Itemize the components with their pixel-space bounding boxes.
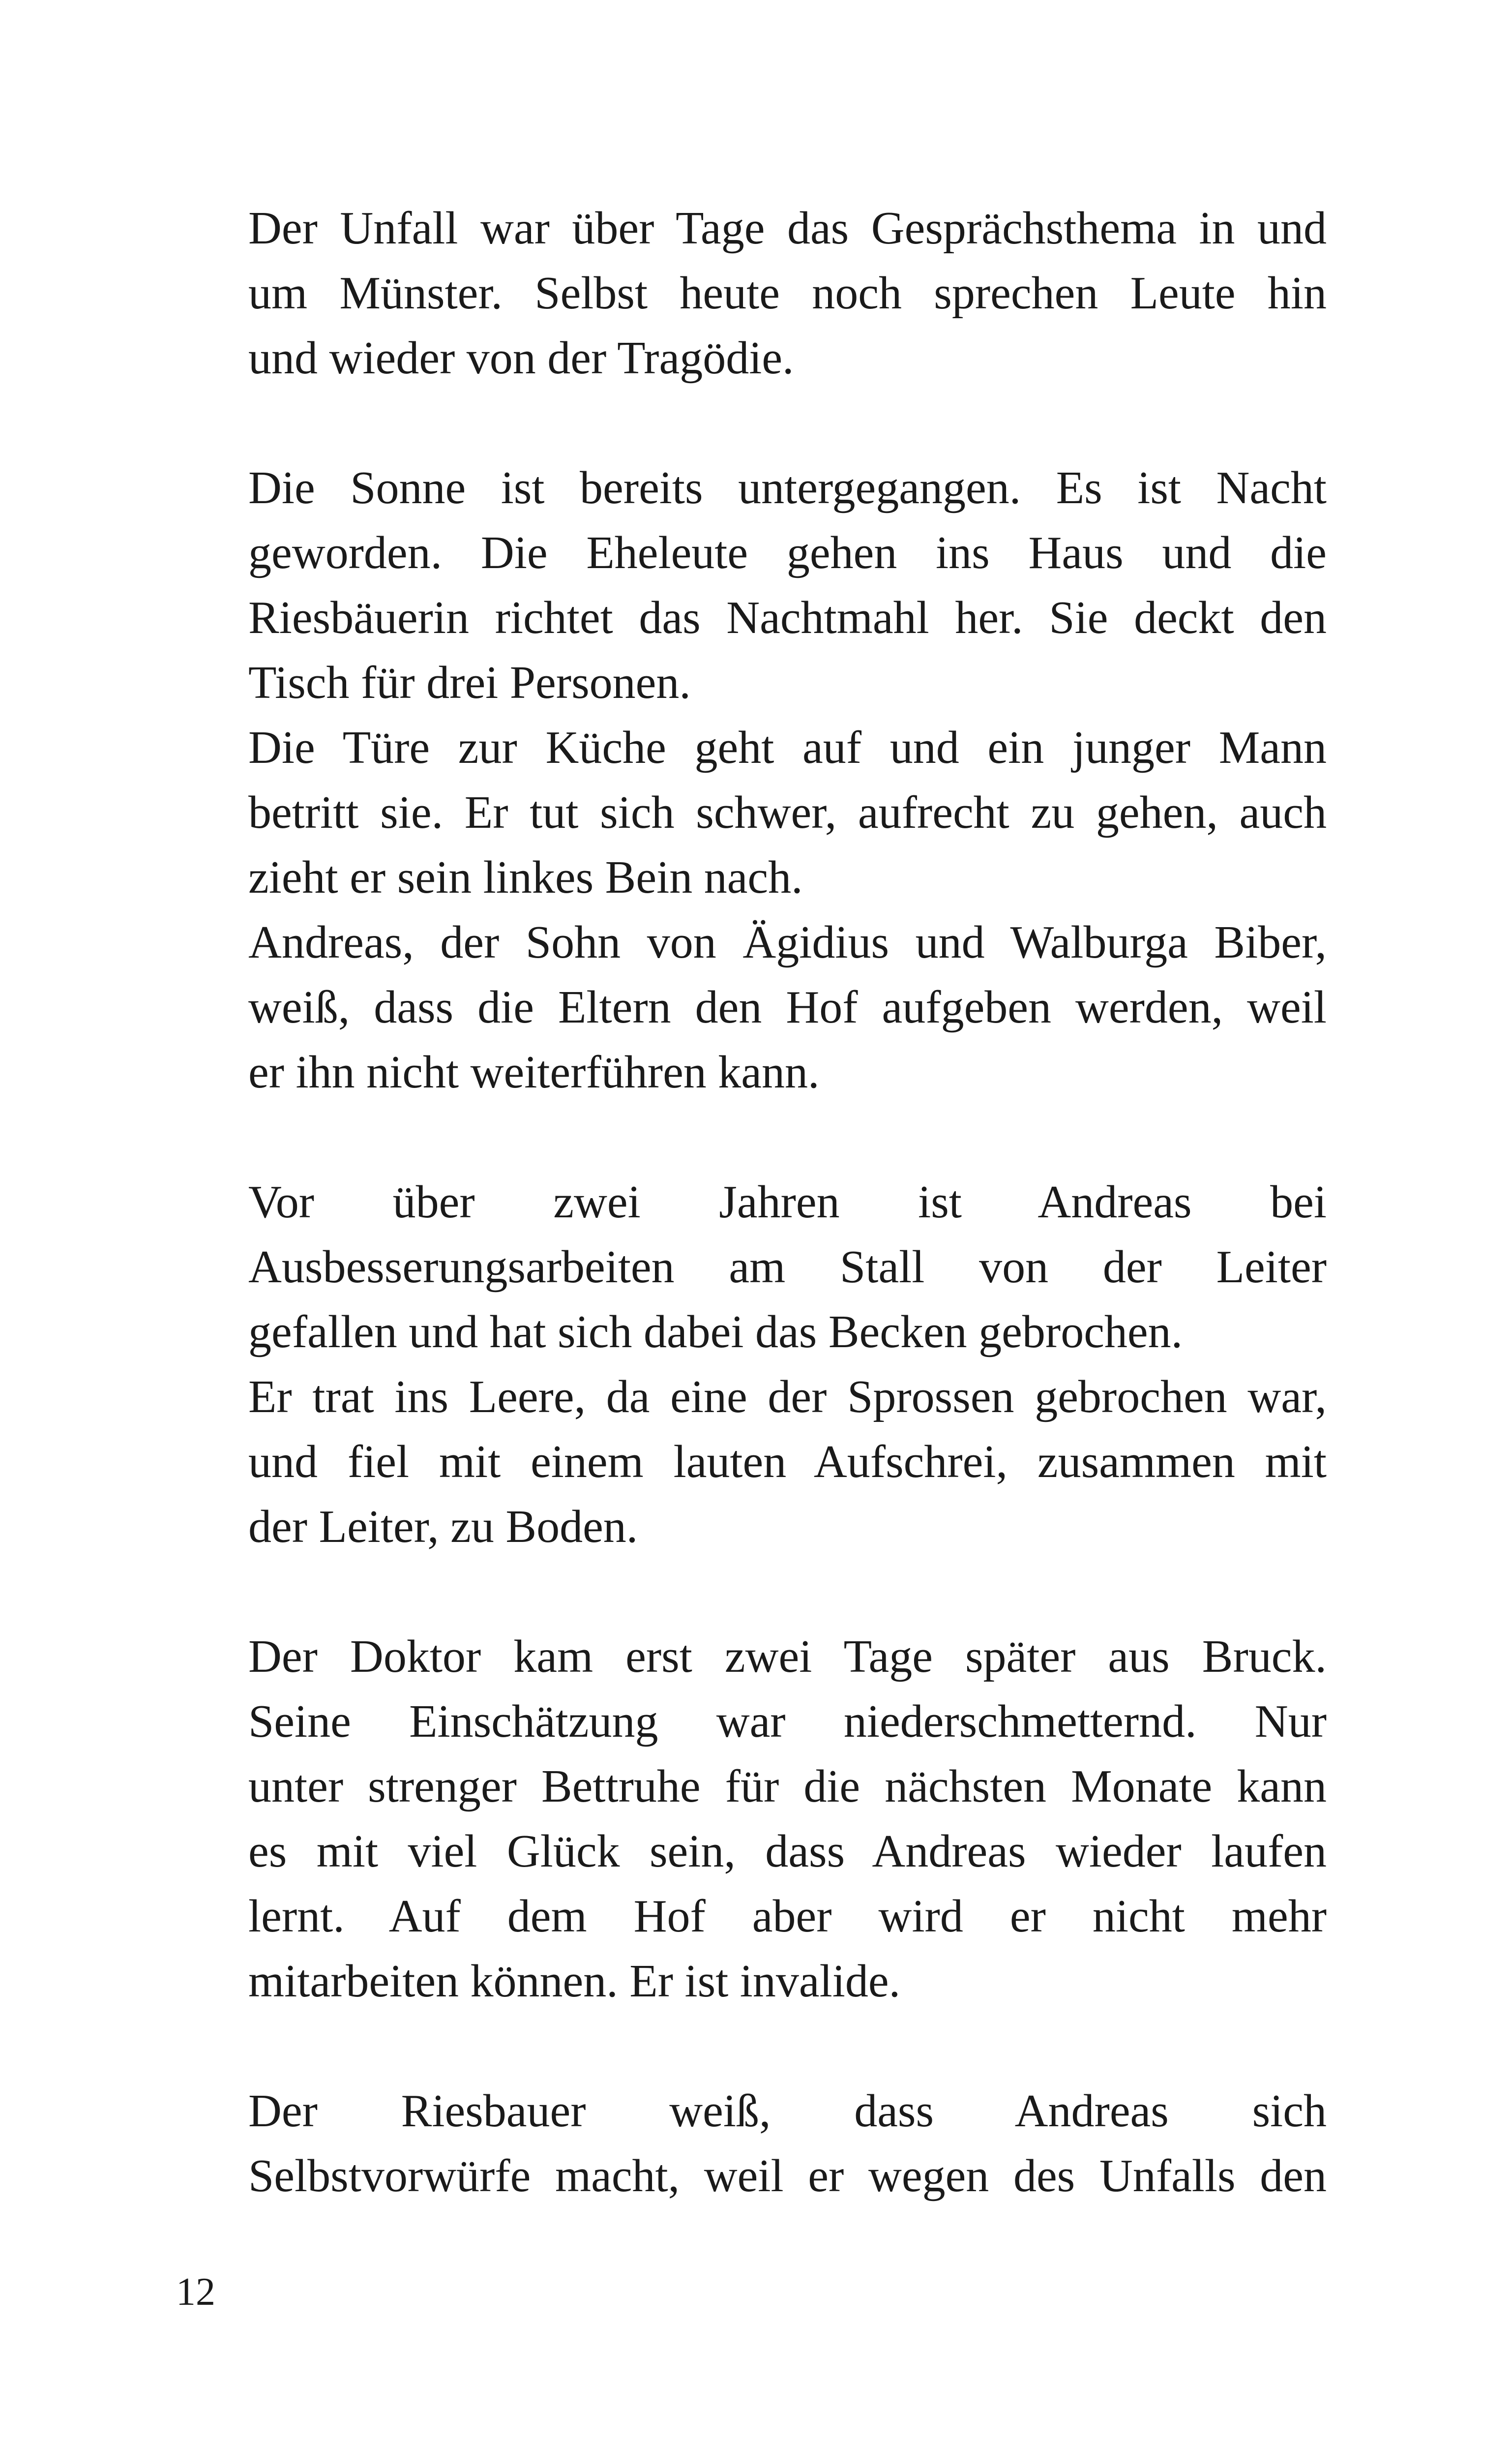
text-line: er ihn nicht weiterführen kann. bbox=[248, 1047, 820, 1098]
paragraph-gap bbox=[248, 1559, 1327, 1624]
text-line: und fiel mit einem lauten Aufschrei, zusammen mit bbox=[248, 1436, 1327, 1487]
text-line: Tisch für drei Personen. bbox=[248, 657, 691, 708]
paragraph bbox=[248, 455, 1327, 715]
text-line: Der Unfall war über Tage das Gesprächsthema in und bbox=[248, 203, 1327, 254]
paragraph-gap bbox=[248, 1105, 1327, 1170]
text-line: der Leiter, zu Boden. bbox=[248, 1501, 638, 1552]
text-line: unter strenger Bettruhe für die nächsten Monate kann bbox=[248, 1761, 1327, 1812]
book-page-body bbox=[248, 196, 1327, 2208]
text-line: Die Türe zur Küche geht auf und ein junger Mann bbox=[248, 722, 1327, 773]
paragraph bbox=[248, 910, 1327, 1105]
text-line: Selbstvorwürfe macht, weil er wegen des Unfalls den bbox=[248, 2150, 1327, 2202]
text-line: Er trat ins Leere, da eine der Sprossen gebrochen war, bbox=[248, 1371, 1327, 1422]
text-line: weiß, dass die Eltern den Hof aufgeben werden, weil bbox=[248, 982, 1327, 1033]
paragraph bbox=[248, 1624, 1327, 2014]
text-line: betritt sie. Er tut sich schwer, aufrecht zu gehen, auch bbox=[248, 787, 1327, 838]
paragraph-gap bbox=[248, 2014, 1327, 2079]
text-line: Die Sonne ist bereits untergegangen. Es ist Nacht bbox=[248, 462, 1327, 513]
text-line: Vor über zwei Jahren ist Andreas bei bbox=[248, 1176, 1327, 1228]
text-line: Der Doktor kam erst zwei Tage später aus Bruck. bbox=[248, 1631, 1327, 1682]
text-line: Der Riesbauer weiß, dass Andreas sich bbox=[248, 2085, 1327, 2137]
text-line: Ausbesserungsarbeiten am Stall von der Leiter bbox=[248, 1241, 1327, 1293]
text-line: um Münster. Selbst heute noch sprechen Leute hin bbox=[248, 268, 1327, 319]
text-line: und wieder von der Tragödie. bbox=[248, 332, 794, 384]
text-line: gefallen und hat sich dabei das Becken gebrochen. bbox=[248, 1306, 1183, 1357]
text-line: zieht er sein linkes Bein nach. bbox=[248, 852, 803, 903]
text-line: es mit viel Glück sein, dass Andreas wieder laufen bbox=[248, 1826, 1327, 1877]
text-line: geworden. Die Eheleute gehen ins Haus und die bbox=[248, 527, 1327, 578]
paragraph bbox=[248, 1170, 1327, 1364]
paragraph bbox=[248, 2079, 1327, 2208]
text-line: Andreas, der Sohn von Ägidius und Walburga Biber, bbox=[248, 917, 1327, 968]
text-line: Riesbäuerin richtet das Nachtmahl her. Sie deckt den bbox=[248, 592, 1327, 643]
text-line: Seine Einschätzung war niederschmetternd. Nur bbox=[248, 1696, 1327, 1747]
paragraph bbox=[248, 715, 1327, 910]
text-line: mitarbeiten können. Er ist invalide. bbox=[248, 1956, 901, 2007]
paragraph bbox=[248, 196, 1327, 391]
paragraph bbox=[248, 1364, 1327, 1559]
text-line: lernt. Auf dem Hof aber wird er nicht mehr bbox=[248, 1891, 1327, 1942]
page-number: 12 bbox=[176, 2270, 215, 2314]
paragraph-gap bbox=[248, 391, 1327, 455]
